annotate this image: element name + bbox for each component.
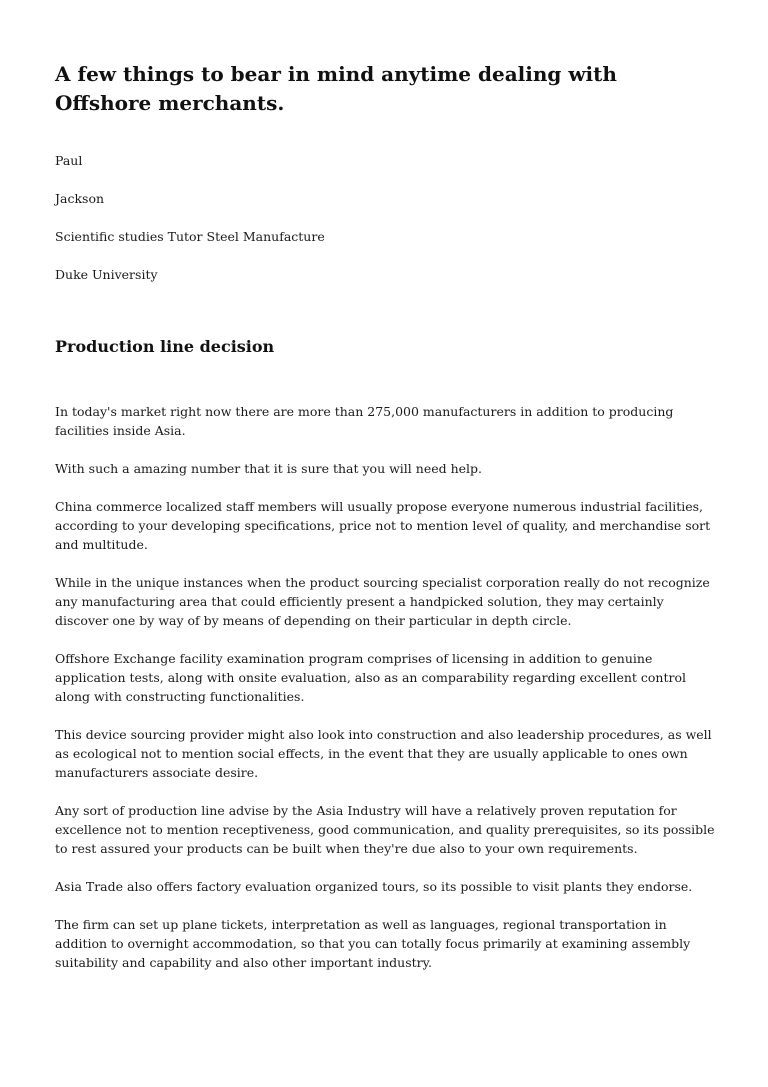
paragraph: Offshore Exchange facility examination program comprises of licensing in addition to genuine application tests, along with onsite evaluation, also as an comparability regarding excellent control along with constructing functionalities. (55, 651, 686, 704)
paragraph: Asia Trade also offers factory evaluation organized tours, so its possible to visit plants they endorse. (55, 879, 693, 894)
paragraph: In today's market right now there are more than 275,000 manufacturers in addition to producing facilities inside Asia. (55, 404, 674, 438)
author-last-name: Jackson (55, 191, 105, 206)
document-content (55, 60, 715, 991)
paragraph: The firm can set up plane tickets, interpretation as well as languages, regional transportation in addition to overnight accommodation, so that you can totally focus primarily at examining assembly suitability and capability and also other important industry. (55, 917, 691, 970)
paragraph: This device sourcing provider might also look into construction and also leadership procedures, as well as ecological not to mention social effects, in the event that they are usually applicable to ones own manufacturers associate desire. (55, 727, 712, 780)
section-title: Production line decision (55, 337, 275, 356)
author-block (55, 151, 715, 284)
paragraph: China commerce localized staff members will usually propose everyone numerous industrial facilities, according to your developing specifications, price not to mention level of quality, and merchandise sort and multitude. (55, 499, 711, 552)
author-institution: Duke University (55, 267, 158, 282)
paragraph: Any sort of production line advise by the Asia Industry will have a relatively proven reputation for excellence not to mention receptiveness, good communication, and quality prerequisites, so its possible to rest assured your products can be built when they're due also to your own requirements. (55, 803, 715, 856)
paragraph: With such a amazing number that it is sure that you will need help. (55, 461, 483, 476)
body-text (55, 402, 715, 972)
author-role: Scientific studies Tutor Steel Manufacture (55, 229, 325, 244)
document-title: A few things to bear in mind anytime dealing with Offshore merchants. (55, 62, 617, 115)
author-first-name: Paul (55, 153, 83, 168)
paragraph: While in the unique instances when the product sourcing specialist corporation really do not recognize any manufacturing area that could efficiently present a handpicked solution, they may certainly discover one by way of by means of depending on their particular in depth circle. (55, 575, 710, 628)
